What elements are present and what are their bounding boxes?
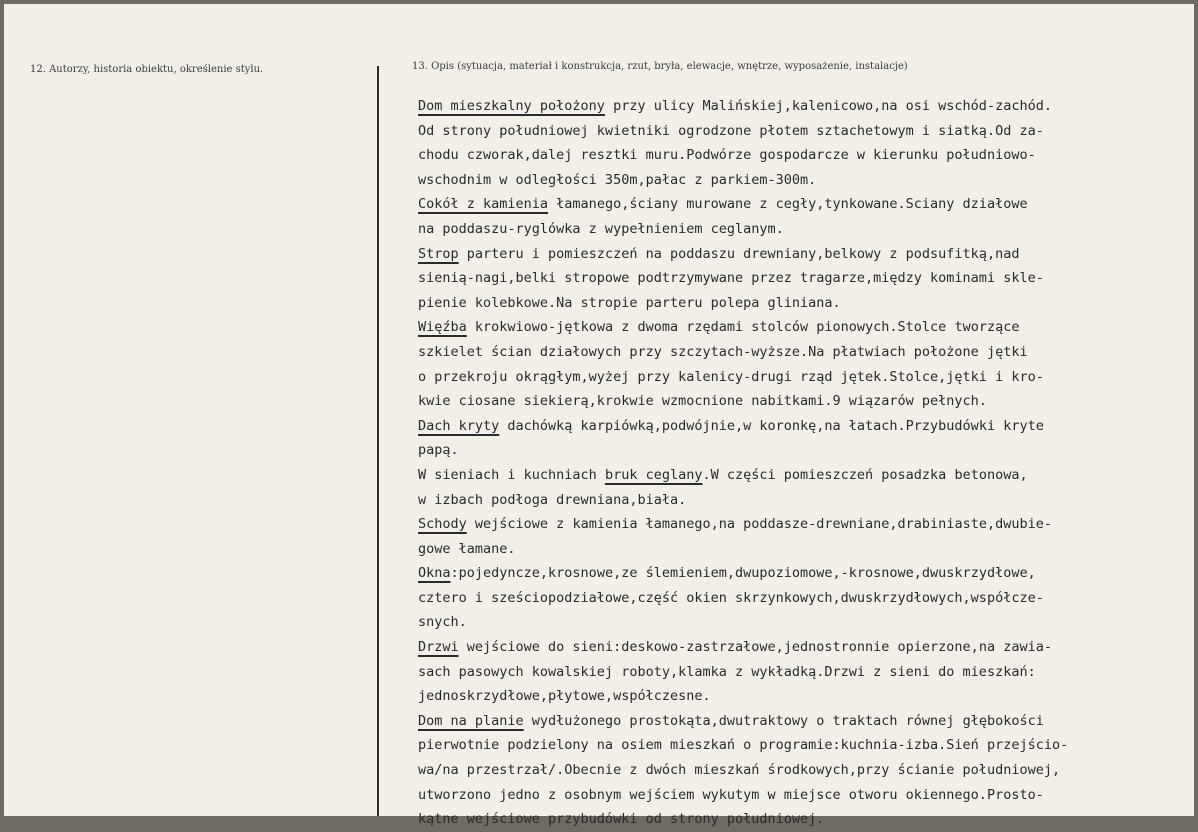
text-line: snych. bbox=[418, 614, 467, 631]
text-line: wschodnim w odległości 350m,pałac z parkiem-300m. bbox=[418, 171, 817, 188]
document-sheet bbox=[4, 4, 1194, 828]
underlined-heading: Dom na planie bbox=[418, 712, 524, 729]
text-line: na poddaszu-ryglówka z wypełnieniem ceglanym. bbox=[418, 220, 784, 237]
text-line: Od strony południowej kwietniki ogrodzone płotem sztachetowym i siatką.Od za- bbox=[418, 122, 1044, 139]
text-line: Schody wejściowe z kamienia łamanego,na poddasze-drewniane,drabiniaste,dwubie- bbox=[418, 516, 1052, 533]
text-line: pienie kolebkowe.Na stropie parteru polepa gliniana. bbox=[418, 294, 841, 311]
underlined-heading: bruk ceglany bbox=[604, 466, 703, 483]
underlined-heading: Cokół z kamienia bbox=[418, 196, 549, 213]
text-line: sach pasowych kowalskiej roboty,klamka z wykładką.Drzwi z sieni do mieszkań: bbox=[418, 663, 1036, 680]
text-line: Okna:pojedyncze,krosnowe,ze ślemieniem,dwupoziomowe,-krosnowe,dwuskrzydłowe, bbox=[418, 565, 1036, 582]
underlined-heading: Dach kryty bbox=[418, 417, 500, 434]
text-line: o przekroju okrągłym,wyżej przy kalenicy-drugi rząd jętek.Stolce,jętki i kro- bbox=[418, 368, 1044, 385]
text-line: chodu czworak,dalej resztki muru.Podwórze gospodarcze w kierunku południowo- bbox=[418, 147, 1036, 164]
text-line: pierwotnie podzielony na osiem mieszkań o programie:kuchnia-izba.Sień przejścio- bbox=[418, 737, 1069, 754]
text-line: sienią-nagi,belki stropowe podtrzymywane przez tragarze,między kominami skle- bbox=[418, 270, 1044, 287]
text-line: jednoskrzydłowe,płytowe,współczesne. bbox=[418, 688, 711, 705]
text-line: Dach kryty dachówką karpiówką,podwójnie,w koronkę,na łatach.Przybudówki kryte bbox=[418, 417, 1044, 434]
underlined-heading: Więźba bbox=[418, 319, 467, 336]
underlined-heading: Strop bbox=[418, 245, 459, 262]
text-line: szkielet ścian działowych przy szczytach-wyższe.Na płatwiach położone jętki bbox=[418, 343, 1028, 360]
text-line: wa/na przestrzał/.Obecnie z dwóch mieszkań środkowych,przy ścianie południowej, bbox=[418, 762, 1061, 779]
text-line: kątne wejściowe przybudówki od strony południowej. bbox=[418, 811, 825, 828]
text-line: Więźba krokwiowo-jętkowa z dwoma rzędami stolców pionowych.Stolce tworzące bbox=[418, 319, 1020, 336]
section-13-heading: 13. Opis (sytuacja, materiał i konstrukcja, rzut, bryła, elewacje, wnętrze, wyposażenie, instalacje) bbox=[412, 61, 908, 72]
section-12-heading: 12. Autorzy, historia obiektu, określenie stylu. bbox=[30, 64, 264, 75]
underlined-heading: Okna bbox=[418, 565, 451, 582]
text-line: Strop parteru i pomieszczeń na poddaszu drewniany,belkowy z podsufitką,nad bbox=[418, 245, 1020, 262]
description-text bbox=[418, 94, 1190, 832]
text-line: kwie ciosane siekierą,krokwie wzmocnione nabitkami.9 wiązarów pełnych. bbox=[418, 393, 987, 410]
text-line: Dom na planie wydłużonego prostokąta,dwutraktowy o traktach równej głębokości bbox=[418, 712, 1044, 729]
text-line: cztero i sześciopodziałowe,część okien skrzynkowych,dwuskrzydłowych,współcze- bbox=[418, 589, 1044, 606]
text-line: w izbach podłoga drewniana,biała. bbox=[418, 491, 687, 508]
text-line: gowe łamane. bbox=[418, 540, 516, 557]
text-line: Cokół z kamienia łamanego,ściany murowane z cegły,tynkowane.Sciany działowe bbox=[418, 196, 1028, 213]
underlined-heading: Schody bbox=[418, 516, 467, 533]
column-divider bbox=[377, 66, 379, 816]
text-line: W sieniach i kuchniach bruk ceglany.W części pomieszczeń posadzka betonowa, bbox=[418, 466, 1028, 483]
underlined-heading: Dom mieszkalny położony bbox=[418, 98, 605, 114]
text-line: papą. bbox=[418, 442, 459, 459]
text-line: Dom mieszkalny położony przy ulicy Malińskiej,kalenicowo,na osi wschód-zachód. bbox=[418, 98, 1052, 114]
underlined-heading: Drzwi bbox=[418, 639, 459, 656]
text-line: Drzwi wejściowe do sieni:deskowo-zastrzałowe,jednostronnie opierzone,na zawia- bbox=[418, 639, 1052, 656]
text-line: utworzono jedno z osobnym wejściem wykutym w miejsce otworu okiennego.Prosto- bbox=[418, 786, 1044, 803]
